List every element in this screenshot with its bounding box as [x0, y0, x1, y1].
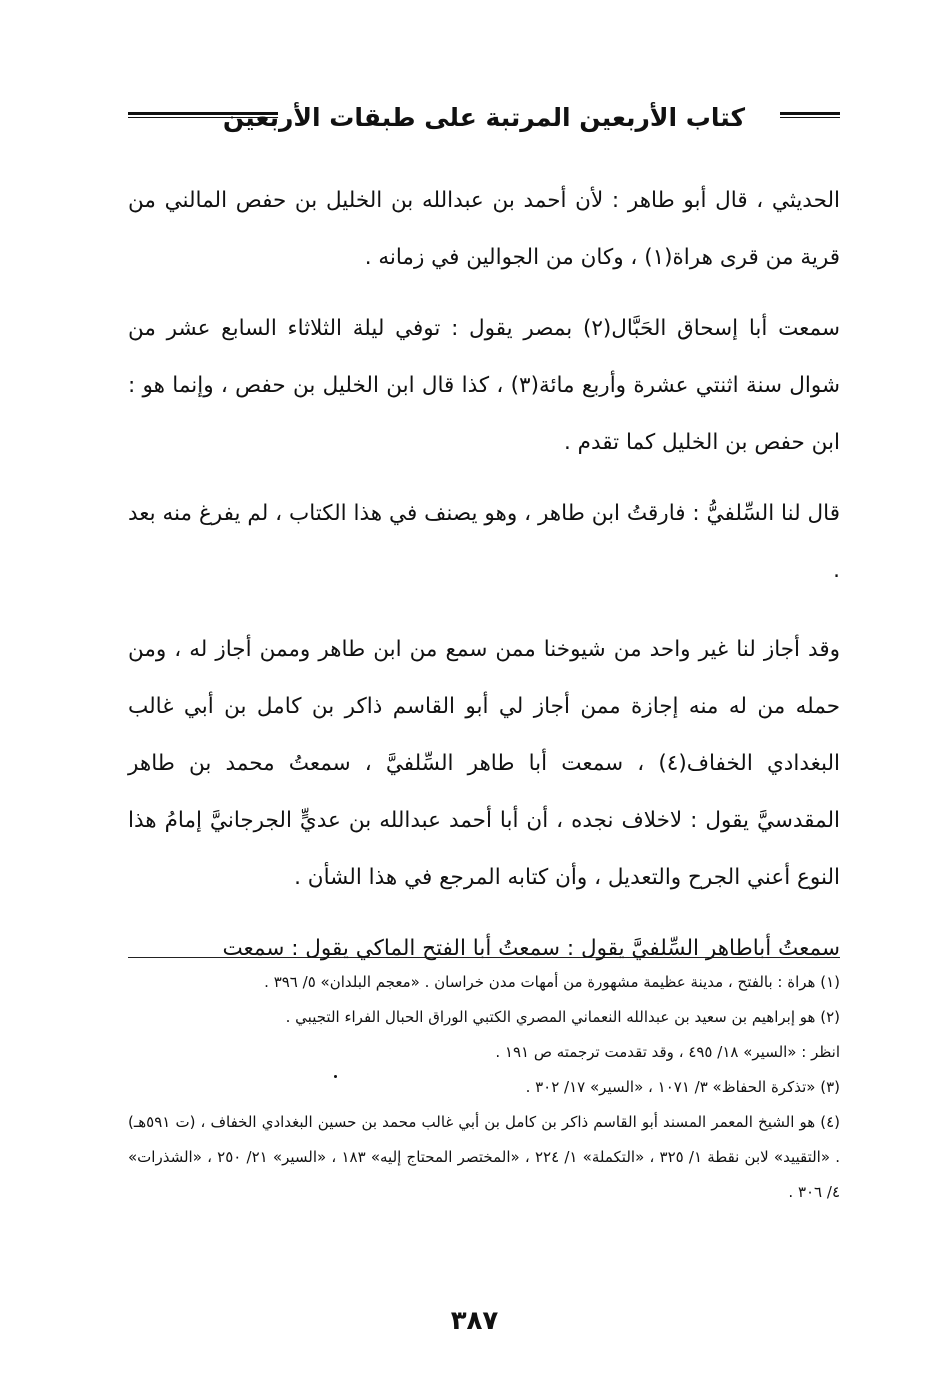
footnote: (٣) «تذكرة الحفاظ» ٣/ ١٠٧١ ، «السير» ١٧/ ٣٠٢ .	[525, 1078, 840, 1096]
paragraph: سمعتُ أباطاهر السِّلفيَّ يقول : سمعتُ أبا الفتح الماكي يقول : سمعت	[222, 936, 840, 961]
paragraph: الحديثي ، قال أبو طاهر : لأن أحمد بن عبدالله بن الخليل بن حفص المالني من قرية من قرى هراة(١) ، وكان من الجوالين في زمانه .	[128, 188, 840, 270]
footnotes	[128, 965, 840, 1210]
paragraph: وقد أجاز لنا غير واحد من شيوخنا ممن سمع من ابن طاهر وممن أجاز له ، ومن حمله من له منه إجازة ممن أجاز لي أبو القاسم ذاكر بن كامل بن أبي غالب البغدادي الخفاف(٤) ، سمعت أبا طاهر السِّلفيَّ ، سمعتُ محمد بن طاهر المقدسيَّ يقول : لاخلاف نجده ، أن أبا أحمد عبدالله بن عديٍّ الجرجانيَّ إمامُ هذا النوع أعني الجرح والتعديل ، وأن كتابه المرجع في هذا الشأن .	[128, 637, 840, 890]
footnote-separator	[128, 957, 840, 958]
paragraph: سمعت أبا إسحاق الحَبَّال(٢) بمصر يقول : توفي ليلة الثلاثاء السابع عشر من شوال سنة اثنتي عشرة وأربع مائة(٣) ، كذا قال ابن الخليل بن حفص ، وإنما هو : ابن حفص بن الخليل كما تقدم .	[128, 316, 840, 455]
main-text	[128, 172, 840, 977]
footnote: (٤) هو الشيخ المعمر المسند أبو القاسم ذاكر بن كامل بن أبي غالب محمد بن حسين البغدادي الخفاف ، (ت ٥٩١هـ) . «التقييد» لابن نقطة ١/ ٣٢٥ ، «التكملة» ١/ ٢٢٤ ، «المختصر المحتاج إليه» ١٨٣ ، «السير» ٢١/ ٢٥٠ ، «الشذرات» ٤/ ٣٠٦ .	[128, 1113, 841, 1201]
footnote: (١) هراة : بالفتح ، مدينة عظيمة مشهورة من أمهات مدن خراسان . «معجم البلدان» ٥/ ٣٩٦ .	[264, 973, 840, 991]
scan-speck	[334, 1075, 337, 1078]
header-title: كتاب الأربعين المرتبة على طبقات الأربعين	[222, 103, 745, 132]
running-header	[128, 96, 840, 146]
footnote: (٢) هو إبراهيم بن سعيد بن عبدالله النعماني المصري الكتبي الوراق الحبال الفراء التجيبي .	[285, 1008, 840, 1026]
paragraph: قال لنا السِّلفيُّ : فارقتُ ابن طاهر ، وهو يصنف في هذا الكتاب ، لم يفرغ منه بعد .	[128, 501, 840, 583]
footnote-continuation: انظر : «السير» ١٨/ ٤٩٥ ، وقد تقدمت ترجمته ص ١٩١ .	[495, 1043, 840, 1061]
page-number: ٣٨٧	[450, 1306, 499, 1336]
header-rule-left	[128, 112, 278, 118]
header-rule-right	[780, 112, 840, 118]
